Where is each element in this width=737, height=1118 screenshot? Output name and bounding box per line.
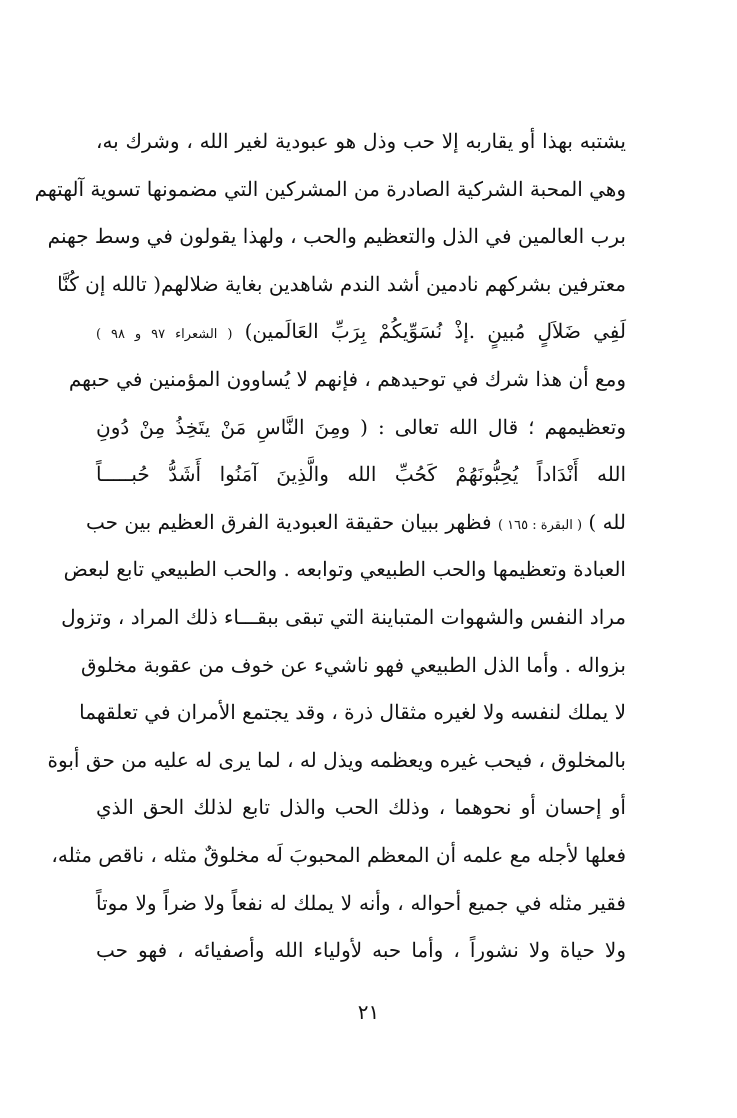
text-line: مراد النفس والشهوات المتباينة التي تبقى ببقـــاء ذلك المراد ، وتزول xyxy=(61,604,626,629)
text-line: يشتبه بهذا أو يقاربه إلا حب وذل هو عبودية لغير الله ، وشرك به، xyxy=(96,129,626,153)
text-line: وتعظيمهم ؛ قال الله تعالى : ( ومِنَ النَّاسِ مَنْ يتَخِذُ مِنْ دُونِ xyxy=(96,414,626,439)
text-line: ولا حياة ولا نشوراً ، وأما حبه لأولياء الله وأصفيائه ، فهو حب xyxy=(96,938,626,963)
verse-end-fragment: لله xyxy=(602,509,626,534)
citation-baqarah: ( البقرة : ١٦٥ ) xyxy=(497,517,583,533)
citation-shuara: ( الشعراء ٩٧ و ٩٨ ) xyxy=(96,327,233,343)
text-line: لا يملك لنفسه ولا لغيره مثقال ذرة ، وقد يجتمع الأمران في تعلقهما xyxy=(79,700,626,725)
text-line: فعلها لأجله مع علمه أن المعظم المحبوبَ لَه مخلوقٌ مثله ، ناقص مثله، xyxy=(51,842,626,867)
text-line: معترفين بشركهم نادمين أشد الندم شاهدين بغاية ضلالهم( تالله إن كُنَّا xyxy=(57,271,626,296)
quran-verse-text: لَفِي ضَلاَلٍ مُبينٍ .إذْ نُسَوِّيكُمْ بِرَبِّ العَالَمين) xyxy=(244,319,626,344)
text-line: أو إحسان أو نحوهما ، وذلك الحب والذل تابع لذلك الحق الذي xyxy=(96,795,626,820)
text-line: الله أَنْدَاداً يُحِبُّونَهُمْ كَحُبِّ الله والَّذِينَ آمَنُوا أَشَدُّ حُبـــــاً xyxy=(96,462,626,487)
page-number: ٢١ xyxy=(357,1000,380,1024)
sentence-text: فظهر ببيان حقيقة العبودية الفرق العظيم بين حب xyxy=(86,509,492,534)
closing-paren: ) xyxy=(588,509,597,534)
text-line: وهي المحبة الشركية الصادرة من المشركين التي مضمونها تسوية آلهتهم xyxy=(34,176,626,201)
text-line: برب العالمين في الذل والتعظيم والحب ، ولهذا يقولون في وسط جهنم xyxy=(47,224,626,249)
text-line xyxy=(86,499,626,547)
text-line: بزواله . وأما الذل الطبيعي فهو ناشيء عن خوف من عقوبة مخلوق xyxy=(81,652,626,677)
text-line: فقير مثله في جميع أحواله ، وأنه لا يملك له نفعاً ولا ضراً ولا موتاً xyxy=(96,890,626,915)
text-line: ومع أن هذا شرك في توحيدهم ، فإنهم لا يُساوون المؤمنين في حبهم xyxy=(68,366,626,391)
text-line: بالمخلوق ، فيحب غيره ويعظمه ويذل له ، لما يرى له عليه من حق أبوة xyxy=(47,747,626,772)
text-line xyxy=(96,308,626,356)
body-text xyxy=(34,118,626,975)
text-line: العبادة وتعظيمها والحب الطبيعي وتوابعه . والحب الطبيعي تابع لبعض xyxy=(63,557,626,582)
